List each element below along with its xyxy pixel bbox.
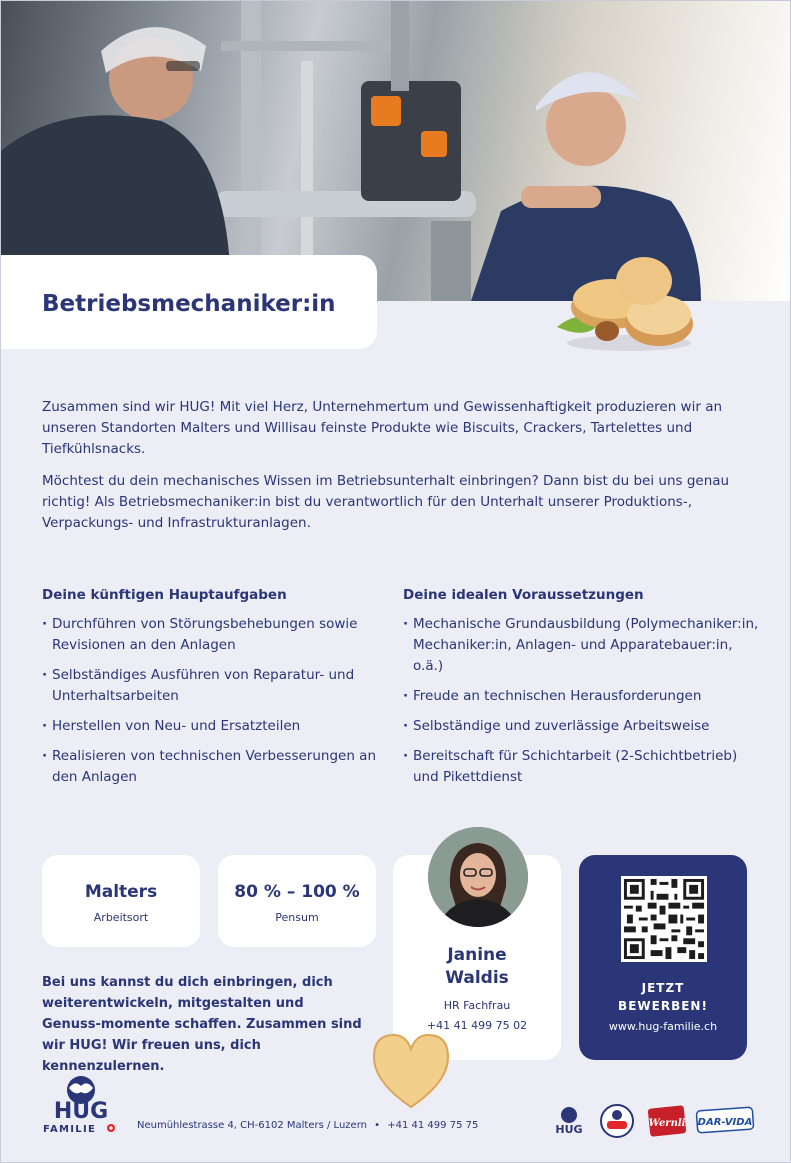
tasks-heading: Deine künftigen Hauptaufgaben [42, 587, 287, 603]
location-value: Malters [84, 882, 158, 902]
hug-kids-logo [601, 1105, 633, 1137]
tasks-section [42, 585, 394, 797]
contact-photo [428, 827, 528, 927]
workload-value: 80 % – 100 % [234, 882, 360, 902]
closing-text: Bei uns kannst du dich einbringen, dich weiterentwickeln, mitgestalten und Genuss-momente schaffen. Zusammen sind wir HUG! Wir freuen uns, dich kennenzulernen. [42, 975, 362, 1074]
tasks-list [42, 614, 394, 788]
svg-text:DAR-VIDA: DAR-VIDA [697, 1117, 753, 1128]
brand-logos [549, 1101, 759, 1141]
list-item: · Herstellen von Neu- und Ersatzteilen [42, 716, 394, 737]
requirements-list [403, 614, 759, 788]
footer-address: Neumühlestrasse 4, CH-6102 Malters / Luzern [137, 1120, 367, 1131]
apply-line-2: BEWERBEN! [618, 999, 708, 1013]
intro-paragraph-2: Möchtest du dein mechanisches Wissen im Betriebsunterhalt einbringen? Dann bist du bei uns genau richtig! Als Betriebsmechaniker:in bist du verantwortlich für den Unterhalt unserer Produktions-, Verpackungs- und Infrastrukturanlagen. [42, 473, 730, 531]
requirements-section [403, 585, 759, 797]
footer-phone[interactable]: +41 41 499 75 75 [387, 1120, 479, 1131]
logo-brand: HUG [53, 1099, 109, 1124]
location-label: Arbeitsort [93, 911, 149, 924]
list-item: · Mechanische Grundausbildung (Polymechaniker:in, Mechaniker:in, Anlagen- und Apparatebauer:in, o.ä.) [403, 614, 759, 677]
hug-familie-logo [41, 1074, 121, 1136]
workload-label: Pensum [275, 911, 319, 924]
person-avatar-icon [428, 827, 528, 927]
cookie-illustration [549, 249, 709, 359]
svg-text:HUG: HUG [555, 1123, 583, 1136]
location-card [42, 855, 200, 947]
contact-name [393, 944, 561, 990]
darvida-logo [696, 1107, 753, 1133]
requirements-heading: Deine idealen Voraussetzungen [403, 587, 644, 603]
list-item: · Bereitschaft für Schichtarbeit (2-Schichtbetrieb) und Pikettdienst [403, 746, 759, 788]
contact-phone[interactable]: +41 41 499 75 02 [426, 1019, 528, 1032]
contact-first-name: Janine [447, 945, 507, 965]
apply-line-1: JETZT [641, 981, 685, 995]
hug-brand-logo [555, 1107, 582, 1136]
contact-last-name: Waldis [445, 968, 509, 988]
list-item: · Selbständige und zuverlässige Arbeitsweise [403, 716, 759, 737]
list-item: · Durchführen von Störungsbehebungen sowie Revisionen an den Anlagen [42, 614, 394, 656]
svg-text:Wernli: Wernli [648, 1118, 686, 1129]
qr-code-icon [621, 876, 707, 962]
list-item: · Realisieren von technischen Verbesserungen an den Anlagen [42, 746, 394, 788]
heart-cookie-illustration [366, 1027, 456, 1113]
apply-url-link[interactable]: www.hug-familie.ch [608, 1020, 718, 1033]
job-title: Betriebsmechaniker:in [42, 291, 336, 317]
wernli-logo [648, 1105, 687, 1137]
list-item: · Freude an technischen Herausforderungen [403, 686, 759, 707]
intro-paragraph-1: Zusammen sind wir HUG! Mit viel Herz, Unternehmertum und Gewissenhaftigkeit produzieren wir an unseren Standorten Malters und Willisau feinste Produkte wie Biscuits, Crackers, Tartelettes und Tiefkühlsnacks. [42, 399, 723, 457]
logo-sub: FAMILIE [43, 1124, 97, 1135]
intro-text [42, 397, 762, 545]
qr-code[interactable] [621, 876, 707, 962]
list-item: · Selbständiges Ausführen von Reparatur- und Unterhaltsarbeiten [42, 665, 394, 707]
apply-label[interactable] [579, 979, 747, 1015]
footer-separator: • [374, 1120, 381, 1131]
footer [137, 1120, 478, 1131]
contact-role: HR Fachfrau [443, 999, 511, 1012]
workload-card [218, 855, 376, 947]
